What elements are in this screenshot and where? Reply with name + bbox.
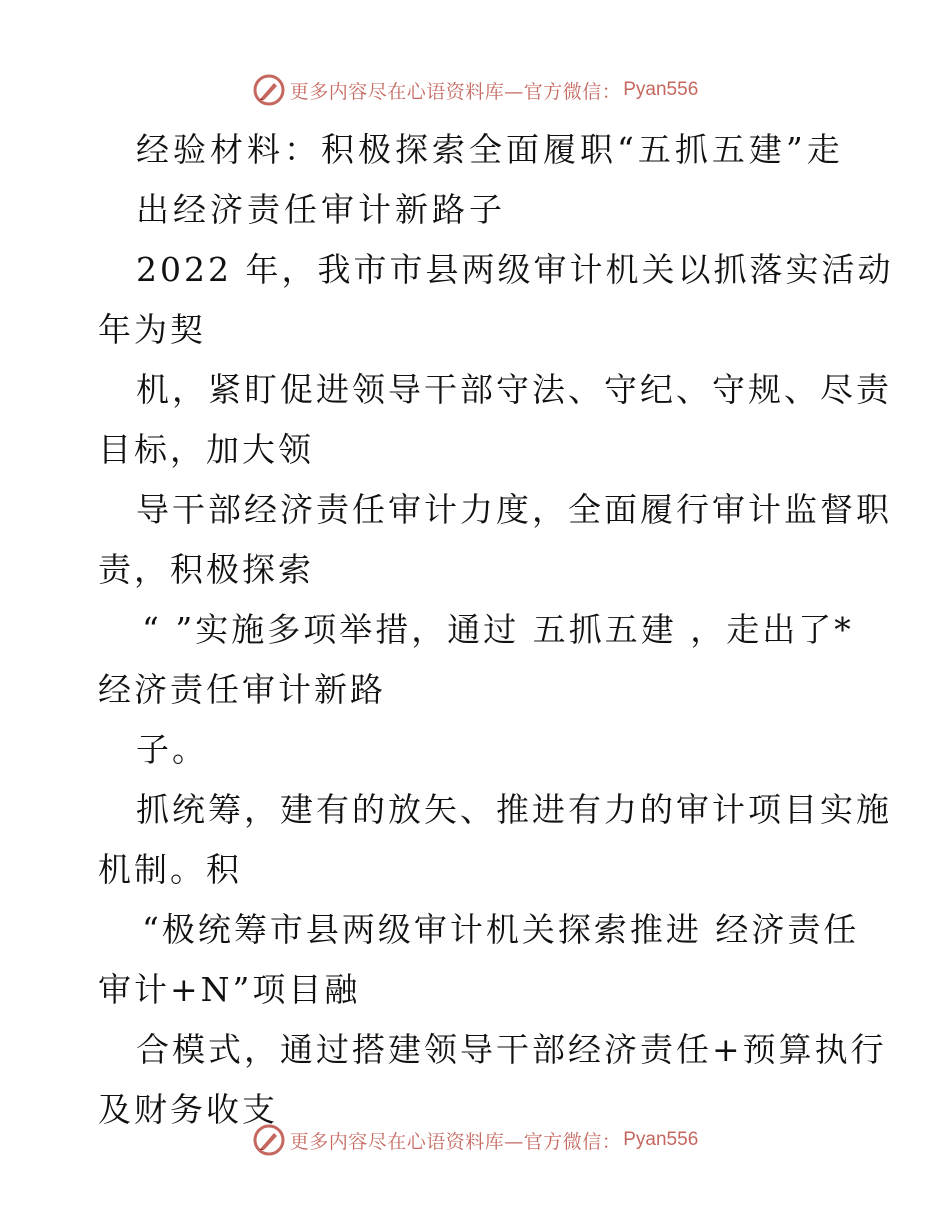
paragraph-line: 合模式，通过搭建领导干部经济责任+预算执行 (136, 1030, 887, 1069)
footer-watermark (0, 1120, 950, 1160)
watermark-id: Pyan556 (623, 79, 699, 100)
paragraph-line: 年为契 (98, 310, 206, 349)
paragraph-line: 子。 (136, 730, 208, 769)
paragraph-line: 抓统筹，建有的放矢、推进有力的审计项目实施 (136, 790, 892, 829)
document-title-line-2: 出经济责任审计新路子 (136, 190, 506, 229)
watermark-text: 更多内容尽在心语资料库—官方微信： (289, 1130, 622, 1153)
paragraph-line: 经济责任审计新路 (98, 670, 386, 709)
paragraph-line: 及财务收支 (98, 1090, 278, 1129)
paragraph-line: 目标，加大领 (98, 430, 314, 469)
pen-logo-icon (252, 73, 286, 107)
pen-logo-icon (252, 1123, 286, 1157)
paragraph-line: 审计+N”项目融 (98, 970, 361, 1009)
watermark-id: Pyan556 (623, 1129, 699, 1150)
header-watermark (0, 70, 950, 110)
paragraph-line: “极统筹市县两级审计机关探索推进 经济责任 (142, 910, 860, 949)
paragraph-line: “ ”实施多项举措，通过 五抓五建 ，走出了* (142, 610, 854, 649)
paragraph-line: 机制。积 (98, 850, 242, 889)
document-title-line-1: 经验材料：积极探索全面履职“五抓五建”走 (136, 130, 844, 169)
paragraph-line: 责，积极探索 (98, 550, 314, 589)
paragraph-line: 导干部经济责任审计力度，全面履行审计监督职 (136, 490, 892, 529)
document-body (98, 120, 894, 1140)
paragraph-line: 2022 年，我市市县两级审计机关以抓落实活动 (136, 250, 894, 289)
watermark-text: 更多内容尽在心语资料库—官方微信： (289, 80, 622, 103)
paragraph-line: 机，紧盯促进领导干部守法、守纪、守规、尽责 (136, 370, 892, 409)
